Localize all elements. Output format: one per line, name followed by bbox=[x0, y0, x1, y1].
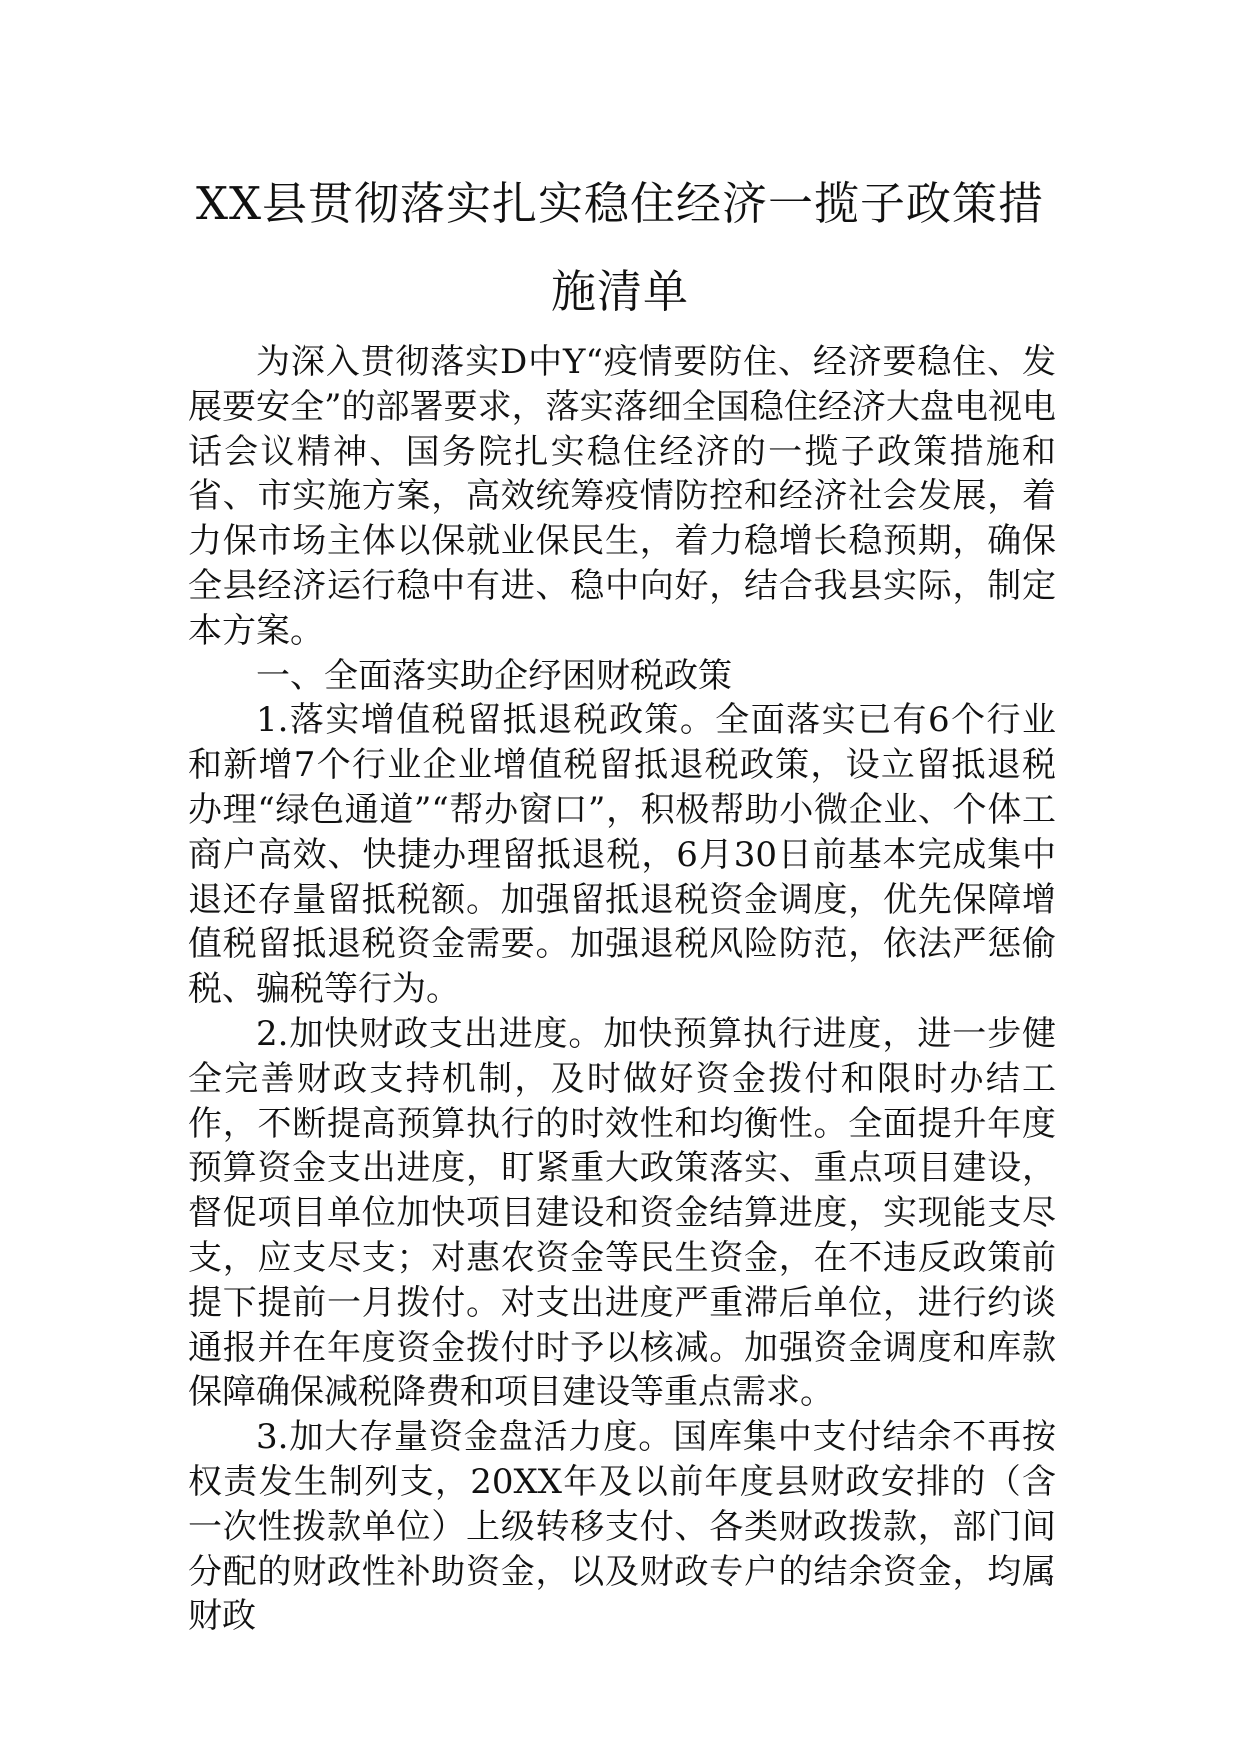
paragraph-item-3: 3.加大存量资金盘活力度。国库集中支付结余不再按权责发生制列支，20XX年及以前年度县财政安排的（含一次性拨款单位）上级转移支付、各类财政拨款，部门间分配的财政性补助资金，以及财政专户的结余资金，均属财政 bbox=[188, 1417, 1056, 1637]
paragraph-item-2: 2.加快财政支出进度。加快预算执行进度，进一步健全完善财政支持机制，及时做好资金拨付和限时办结工作，不断提高预算执行的时效性和均衡性。全面提升年度预算资金支出进度，盯紧重大政策落实、重点项目建设，督促项目单位加快项目建设和资金结算进度，实现能支尽支，应支尽支；对惠农资金等民生资金，在不违反政策前提下提前一月拨付。对支出进度严重滞后单位，进行约谈通报并在年度资金拨付时予以核减。加强资金调度和库款保障确保减税降费和项目建设等重点需求。 bbox=[188, 1013, 1056, 1413]
document-title: XX县贯彻落实扎实稳住经济一揽子政策措施清单 bbox=[195, 177, 1045, 318]
document-body bbox=[188, 340, 1056, 1639]
section-heading-1: 一、全面落实助企纾困财税政策 bbox=[256, 655, 732, 696]
intro-paragraph: 为深入贯彻落实D中Y“疫情要防住、经济要稳住、发展要安全”的部署要求，落实落细全国稳住经济大盘电视电话会议精神、国务院扎实稳住经济的一揽子政策措施和省、市实施方案，高效统筹疫情防控和经济社会发展，着力保市场主体以保就业保民生，着力稳增长稳预期，确保全县经济运行稳中有进、稳中向好，结合我县实际，制定本方案。 bbox=[188, 342, 1056, 651]
paragraph-item-1: 1.落实增值税留抵退税政策。全面落实已有6个行业和新增7个行业企业增值税留抵退税政策，设立留抵退税办理“绿色通道”“帮办窗口”，积极帮助小微企业、个体工商户高效、快捷办理留抵退税，6月30日前基本完成集中退还存量留抵税额。加强留抵退税资金调度，优先保障增值税留抵退税资金需要。加强退税风险防范，依法严惩偷税、骗税等行为。 bbox=[188, 700, 1056, 1010]
